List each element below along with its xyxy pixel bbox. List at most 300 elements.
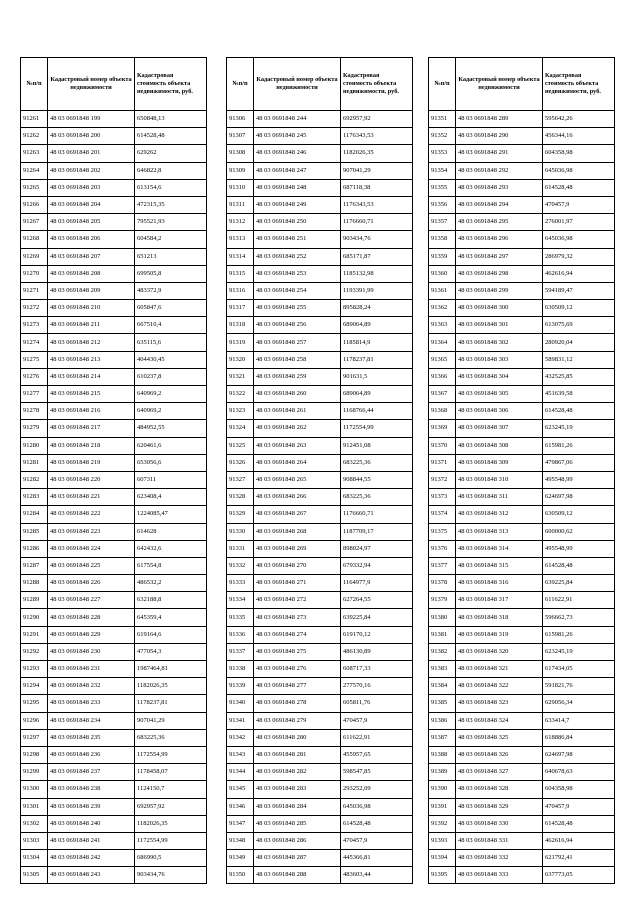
cadastral-value: 276001,97 xyxy=(543,214,615,231)
cadastral-value: 277570,16 xyxy=(341,678,413,695)
row-number: 91389 xyxy=(429,764,456,781)
table-row xyxy=(227,850,413,867)
cadastral-number: 48 03 0691848 277 xyxy=(254,678,341,695)
table-row xyxy=(21,334,207,351)
cadastral-value: 611622,91 xyxy=(543,592,615,609)
cadastral-value: 907041,29 xyxy=(341,162,413,179)
row-number: 91342 xyxy=(227,729,254,746)
table-row xyxy=(21,523,207,540)
row-number: 91395 xyxy=(429,867,456,884)
cadastral-value: 630509,12 xyxy=(543,506,615,523)
row-number: 91300 xyxy=(21,781,48,798)
cadastral-number: 48 03 0691848 238 xyxy=(48,781,135,798)
row-number: 91372 xyxy=(429,471,456,488)
cadastral-number: 48 03 0691848 229 xyxy=(48,626,135,643)
cadastral-value: 912451,08 xyxy=(341,437,413,454)
cadastral-value: 683225,36 xyxy=(135,729,207,746)
cadastral-value: 617554,8 xyxy=(135,557,207,574)
table-row xyxy=(21,420,207,437)
cadastral-value: 404430,45 xyxy=(135,351,207,368)
cadastral-number: 48 03 0691848 327 xyxy=(456,764,543,781)
row-number: 91296 xyxy=(21,712,48,729)
cadastral-value: 470457,9 xyxy=(341,832,413,849)
header-number: №п/п xyxy=(227,58,254,111)
cadastral-number: 48 03 0691848 255 xyxy=(254,300,341,317)
row-number: 91327 xyxy=(227,471,254,488)
cadastral-value: 898024,97 xyxy=(341,540,413,557)
table-row xyxy=(227,609,413,626)
row-number: 91390 xyxy=(429,781,456,798)
table-row xyxy=(227,196,413,213)
cadastral-number: 48 03 0691848 268 xyxy=(254,523,341,540)
table-row xyxy=(227,729,413,746)
cadastral-value: 598547,85 xyxy=(341,764,413,781)
table-row xyxy=(21,506,207,523)
table-row xyxy=(21,867,207,884)
cadastral-number: 48 03 0691848 221 xyxy=(48,489,135,506)
cadastral-value: 635115,6 xyxy=(135,334,207,351)
table-row xyxy=(429,300,615,317)
cadastral-number: 48 03 0691848 302 xyxy=(456,334,543,351)
cadastral-number: 48 03 0691848 297 xyxy=(456,248,543,265)
table-row xyxy=(227,575,413,592)
row-number: 91360 xyxy=(429,265,456,282)
cadastral-number: 48 03 0691848 225 xyxy=(48,557,135,574)
cadastral-value: 486532,2 xyxy=(135,575,207,592)
cadastral-value: 629056,34 xyxy=(543,695,615,712)
cadastral-value: 1187709,17 xyxy=(341,523,413,540)
cadastral-number: 48 03 0691848 259 xyxy=(254,368,341,385)
table-header-row xyxy=(429,58,615,111)
cadastral-number: 48 03 0691848 246 xyxy=(254,145,341,162)
cadastral-number: 48 03 0691848 317 xyxy=(456,592,543,609)
cadastral-value: 1987464,81 xyxy=(135,661,207,678)
cadastral-value: 486130,89 xyxy=(341,643,413,660)
cadastral-value: 621792,41 xyxy=(543,850,615,867)
cadastral-number: 48 03 0691848 266 xyxy=(254,489,341,506)
table-row xyxy=(429,661,615,678)
cadastral-value: 624697,98 xyxy=(543,746,615,763)
cadastral-number: 48 03 0691848 295 xyxy=(456,214,543,231)
cadastral-number: 48 03 0691848 296 xyxy=(456,231,543,248)
cadastral-number: 48 03 0691848 291 xyxy=(456,145,543,162)
cadastral-number: 48 03 0691848 243 xyxy=(48,867,135,884)
row-number: 91264 xyxy=(21,162,48,179)
cadastral-value: 1168766,44 xyxy=(341,403,413,420)
cadastral-value: 617434,05 xyxy=(543,661,615,678)
cadastral-value: 286979,32 xyxy=(543,248,615,265)
row-number: 91277 xyxy=(21,386,48,403)
table-row xyxy=(429,746,615,763)
row-number: 91319 xyxy=(227,334,254,351)
cadastral-number: 48 03 0691848 207 xyxy=(48,248,135,265)
cadastral-number: 48 03 0691848 304 xyxy=(456,368,543,385)
table-row xyxy=(21,471,207,488)
cadastral-value: 1172554,99 xyxy=(341,420,413,437)
cadastral-value: 613154,6 xyxy=(135,179,207,196)
cadastral-value: 642432,6 xyxy=(135,540,207,557)
cadastral-value: 472315,35 xyxy=(135,196,207,213)
table-row xyxy=(429,867,615,884)
cadastral-number: 48 03 0691848 230 xyxy=(48,643,135,660)
cadastral-value: 630509,12 xyxy=(543,300,615,317)
cadastral-value: 1176343,53 xyxy=(341,196,413,213)
table-row xyxy=(227,557,413,574)
row-number: 91307 xyxy=(227,128,254,145)
row-number: 91383 xyxy=(429,661,456,678)
cadastral-number: 48 03 0691848 258 xyxy=(254,351,341,368)
cadastral-value: 1182026,35 xyxy=(135,815,207,832)
cadastral-value: 620461,6 xyxy=(135,437,207,454)
header-number: №п/п xyxy=(21,58,48,111)
cadastral-number: 48 03 0691848 301 xyxy=(456,317,543,334)
row-number: 91294 xyxy=(21,678,48,695)
table-row xyxy=(227,626,413,643)
table-row xyxy=(21,712,207,729)
table-row xyxy=(429,626,615,643)
cadastral-number: 48 03 0691848 202 xyxy=(48,162,135,179)
cadastral-number: 48 03 0691848 264 xyxy=(254,454,341,471)
table-row xyxy=(227,832,413,849)
table-row xyxy=(227,454,413,471)
cadastral-number: 48 03 0691848 223 xyxy=(48,523,135,540)
row-number: 91346 xyxy=(227,798,254,815)
cadastral-value: 614528,48 xyxy=(341,815,413,832)
cadastral-number: 48 03 0691848 322 xyxy=(456,678,543,695)
row-number: 91384 xyxy=(429,678,456,695)
row-number: 91378 xyxy=(429,575,456,592)
row-number: 91330 xyxy=(227,523,254,540)
row-number: 91280 xyxy=(21,437,48,454)
cadastral-number: 48 03 0691848 273 xyxy=(254,609,341,626)
cadastral-value: 610237,8 xyxy=(135,368,207,385)
cadastral-value: 618886,84 xyxy=(543,729,615,746)
cadastral-value: 619164,6 xyxy=(135,626,207,643)
row-number: 91394 xyxy=(429,850,456,867)
row-number: 91352 xyxy=(429,128,456,145)
table-row xyxy=(21,403,207,420)
cadastral-number: 48 03 0691848 279 xyxy=(254,712,341,729)
row-number: 91295 xyxy=(21,695,48,712)
cadastral-number: 48 03 0691848 209 xyxy=(48,282,135,299)
cadastral-number: 48 03 0691848 251 xyxy=(254,231,341,248)
cadastral-number: 48 03 0691848 287 xyxy=(254,850,341,867)
cadastral-value: 895828,24 xyxy=(341,300,413,317)
row-number: 91347 xyxy=(227,815,254,832)
cadastral-number: 48 03 0691848 250 xyxy=(254,214,341,231)
cadastral-number: 48 03 0691848 219 xyxy=(48,454,135,471)
table-row xyxy=(227,300,413,317)
cadastral-number: 48 03 0691848 256 xyxy=(254,317,341,334)
table-row xyxy=(429,540,615,557)
table-row xyxy=(429,437,615,454)
cadastral-value: 903434,76 xyxy=(135,867,207,884)
header-cadastral-value: Кадастровая стоимость объекта недвижимости, руб. xyxy=(341,58,413,111)
cadastral-value: 595642,26 xyxy=(543,111,615,128)
cadastral-number: 48 03 0691848 332 xyxy=(456,850,543,867)
table-row xyxy=(21,832,207,849)
row-number: 91263 xyxy=(21,145,48,162)
cadastral-number: 48 03 0691848 252 xyxy=(254,248,341,265)
row-number: 91345 xyxy=(227,781,254,798)
cadastral-value: 679332,94 xyxy=(341,557,413,574)
row-number: 91358 xyxy=(429,231,456,248)
table-row xyxy=(227,815,413,832)
cadastral-number: 48 03 0691848 205 xyxy=(48,214,135,231)
cadastral-number: 48 03 0691848 217 xyxy=(48,420,135,437)
cadastral-number: 48 03 0691848 210 xyxy=(48,300,135,317)
row-number: 91317 xyxy=(227,300,254,317)
table-row xyxy=(429,643,615,660)
row-number: 91363 xyxy=(429,317,456,334)
header-cadastral-number: Кадастровый номер объекта недвижимости xyxy=(254,58,341,111)
table-row xyxy=(21,145,207,162)
cadastral-number: 48 03 0691848 261 xyxy=(254,403,341,420)
table-row xyxy=(429,832,615,849)
cadastral-value: 611622,91 xyxy=(341,729,413,746)
row-number: 91338 xyxy=(227,661,254,678)
cadastral-value: 633414,7 xyxy=(543,712,615,729)
cadastral-value: 613075,69 xyxy=(543,317,615,334)
table-row xyxy=(227,420,413,437)
cadastral-number: 48 03 0691848 215 xyxy=(48,386,135,403)
table-body xyxy=(227,111,413,884)
cadastral-number: 48 03 0691848 272 xyxy=(254,592,341,609)
row-number: 91267 xyxy=(21,214,48,231)
cadastral-value: 483603,44 xyxy=(341,867,413,884)
cadastral-number: 48 03 0691848 275 xyxy=(254,643,341,660)
row-number: 91349 xyxy=(227,850,254,867)
table-row xyxy=(227,746,413,763)
table-row xyxy=(227,678,413,695)
cadastral-value: 604584,2 xyxy=(135,231,207,248)
table-row xyxy=(21,746,207,763)
row-number: 91375 xyxy=(429,523,456,540)
table-row xyxy=(429,282,615,299)
table-row xyxy=(21,489,207,506)
cadastral-number: 48 03 0691848 260 xyxy=(254,386,341,403)
row-number: 91274 xyxy=(21,334,48,351)
table-row xyxy=(429,196,615,213)
row-number: 91355 xyxy=(429,179,456,196)
cadastral-number: 48 03 0691848 237 xyxy=(48,764,135,781)
cadastral-number: 48 03 0691848 316 xyxy=(456,575,543,592)
table-row xyxy=(429,128,615,145)
table-row xyxy=(227,368,413,385)
cadastral-number: 48 03 0691848 288 xyxy=(254,867,341,884)
row-number: 91278 xyxy=(21,403,48,420)
row-number: 91357 xyxy=(429,214,456,231)
row-number: 91302 xyxy=(21,815,48,832)
cadastral-value: 614628 xyxy=(135,523,207,540)
row-number: 91271 xyxy=(21,282,48,299)
cadastral-number: 48 03 0691848 228 xyxy=(48,609,135,626)
table-row xyxy=(429,454,615,471)
row-number: 91282 xyxy=(21,471,48,488)
cadastral-value: 667510,4 xyxy=(135,317,207,334)
cadastral-value: 632188,8 xyxy=(135,592,207,609)
cadastral-number: 48 03 0691848 200 xyxy=(48,128,135,145)
cadastral-value: 470457,9 xyxy=(341,712,413,729)
row-number: 91318 xyxy=(227,317,254,334)
cadastral-number: 48 03 0691848 318 xyxy=(456,609,543,626)
cadastral-number: 48 03 0691848 199 xyxy=(48,111,135,128)
row-number: 91265 xyxy=(21,179,48,196)
row-number: 91290 xyxy=(21,609,48,626)
row-number: 91289 xyxy=(21,592,48,609)
table-row xyxy=(21,282,207,299)
header-cadastral-value: Кадастровая стоимость объекта недвижимости, руб. xyxy=(135,58,207,111)
cadastral-value: 594189,47 xyxy=(543,282,615,299)
row-number: 91329 xyxy=(227,506,254,523)
header-cadastral-value: Кадастровая стоимость объекта недвижимости, руб. xyxy=(543,58,615,111)
cadastral-number: 48 03 0691848 233 xyxy=(48,695,135,712)
cadastral-number: 48 03 0691848 309 xyxy=(456,454,543,471)
cadastral-number: 48 03 0691848 241 xyxy=(48,832,135,849)
table-row xyxy=(21,111,207,128)
row-number: 91388 xyxy=(429,746,456,763)
cadastral-value: 462616,94 xyxy=(543,265,615,282)
cadastral-value: 445366,81 xyxy=(341,850,413,867)
row-number: 91304 xyxy=(21,850,48,867)
cadastral-value: 600000,62 xyxy=(543,523,615,540)
table-row xyxy=(227,781,413,798)
cadastral-value: 908844,55 xyxy=(341,471,413,488)
cadastral-value: 627264,55 xyxy=(341,592,413,609)
cadastral-number: 48 03 0691848 320 xyxy=(456,643,543,660)
cadastral-value: 687118,38 xyxy=(341,179,413,196)
row-number: 91320 xyxy=(227,351,254,368)
table-row xyxy=(21,214,207,231)
cadastral-number: 48 03 0691848 231 xyxy=(48,661,135,678)
table-header-row xyxy=(227,58,413,111)
cadastral-number: 48 03 0691848 303 xyxy=(456,351,543,368)
table-row xyxy=(429,798,615,815)
cadastral-value: 1176660,71 xyxy=(341,506,413,523)
table-row xyxy=(429,162,615,179)
cadastral-value: 1185814,9 xyxy=(341,334,413,351)
cadastral-value: 1224085,47 xyxy=(135,506,207,523)
table-row xyxy=(429,317,615,334)
row-number: 91380 xyxy=(429,609,456,626)
row-number: 91315 xyxy=(227,265,254,282)
table-row xyxy=(21,540,207,557)
cadastral-value: 1178237,81 xyxy=(135,695,207,712)
row-number: 91279 xyxy=(21,420,48,437)
row-number: 91387 xyxy=(429,729,456,746)
cadastral-value: 1124150,7 xyxy=(135,781,207,798)
table-row xyxy=(227,111,413,128)
cadastral-value: 689064,89 xyxy=(341,317,413,334)
table-row xyxy=(227,179,413,196)
cadastral-value: 495548,99 xyxy=(543,471,615,488)
cadastral-value: 903434,76 xyxy=(341,231,413,248)
cadastral-value: 901631,5 xyxy=(341,368,413,385)
cadastral-number: 48 03 0691848 306 xyxy=(456,403,543,420)
cadastral-number: 48 03 0691848 286 xyxy=(254,832,341,849)
row-number: 91376 xyxy=(429,540,456,557)
cadastral-value: 470457,9 xyxy=(543,798,615,815)
cadastral-value: 607311 xyxy=(135,471,207,488)
table-row xyxy=(429,609,615,626)
cadastral-value: 1164977,9 xyxy=(341,575,413,592)
table-row xyxy=(21,454,207,471)
cadastral-number: 48 03 0691848 249 xyxy=(254,196,341,213)
cadastral-number: 48 03 0691848 253 xyxy=(254,265,341,282)
table-body xyxy=(429,111,615,884)
table-row xyxy=(227,437,413,454)
row-number: 91335 xyxy=(227,609,254,626)
row-number: 91361 xyxy=(429,282,456,299)
table-row xyxy=(227,265,413,282)
cadastral-value: 1172554,99 xyxy=(135,832,207,849)
cadastral-value: 1178458,07 xyxy=(135,764,207,781)
row-number: 91270 xyxy=(21,265,48,282)
table-row xyxy=(429,231,615,248)
cadastral-number: 48 03 0691848 276 xyxy=(254,661,341,678)
cadastral-number: 48 03 0691848 281 xyxy=(254,746,341,763)
row-number: 91326 xyxy=(227,454,254,471)
cadastral-number: 48 03 0691848 239 xyxy=(48,798,135,815)
header-cadastral-number: Кадастровый номер объекта недвижимости xyxy=(456,58,543,111)
table-row xyxy=(429,678,615,695)
cadastral-value: 280920,04 xyxy=(543,334,615,351)
cadastral-value: 645036,98 xyxy=(341,798,413,815)
table-row xyxy=(429,815,615,832)
cadastral-number: 48 03 0691848 285 xyxy=(254,815,341,832)
row-number: 91321 xyxy=(227,368,254,385)
cadastral-value: 640969,2 xyxy=(135,386,207,403)
cadastral-value: 685171,87 xyxy=(341,248,413,265)
cadastral-number: 48 03 0691848 254 xyxy=(254,282,341,299)
cadastral-value: 650848,13 xyxy=(135,111,207,128)
row-number: 91391 xyxy=(429,798,456,815)
cadastral-value: 604358,98 xyxy=(543,781,615,798)
cadastral-value: 1176660,71 xyxy=(341,214,413,231)
cadastral-value: 645036,98 xyxy=(543,162,615,179)
row-number: 91275 xyxy=(21,351,48,368)
header-number: №п/п xyxy=(429,58,456,111)
row-number: 91365 xyxy=(429,351,456,368)
row-number: 91339 xyxy=(227,678,254,695)
row-number: 91316 xyxy=(227,282,254,299)
cadastral-value: 623245,19 xyxy=(543,643,615,660)
cadastral-value: 589831,12 xyxy=(543,351,615,368)
row-number: 91325 xyxy=(227,437,254,454)
table-row xyxy=(21,557,207,574)
table-row xyxy=(227,128,413,145)
row-number: 91309 xyxy=(227,162,254,179)
cadastral-value: 619170,12 xyxy=(341,626,413,643)
cadastral-table-2 xyxy=(226,57,413,884)
cadastral-value: 623408,4 xyxy=(135,489,207,506)
table-row xyxy=(227,867,413,884)
row-number: 91305 xyxy=(21,867,48,884)
cadastral-number: 48 03 0691848 242 xyxy=(48,850,135,867)
table-row xyxy=(21,196,207,213)
cadastral-value: 639225,84 xyxy=(341,609,413,626)
cadastral-value: 470457,9 xyxy=(543,196,615,213)
table-row xyxy=(429,248,615,265)
cadastral-number: 48 03 0691848 292 xyxy=(456,162,543,179)
cadastral-value: 637773,05 xyxy=(543,867,615,884)
row-number: 91351 xyxy=(429,111,456,128)
row-number: 91269 xyxy=(21,248,48,265)
table-row xyxy=(429,764,615,781)
row-number: 91386 xyxy=(429,712,456,729)
row-number: 91283 xyxy=(21,489,48,506)
row-number: 91353 xyxy=(429,145,456,162)
